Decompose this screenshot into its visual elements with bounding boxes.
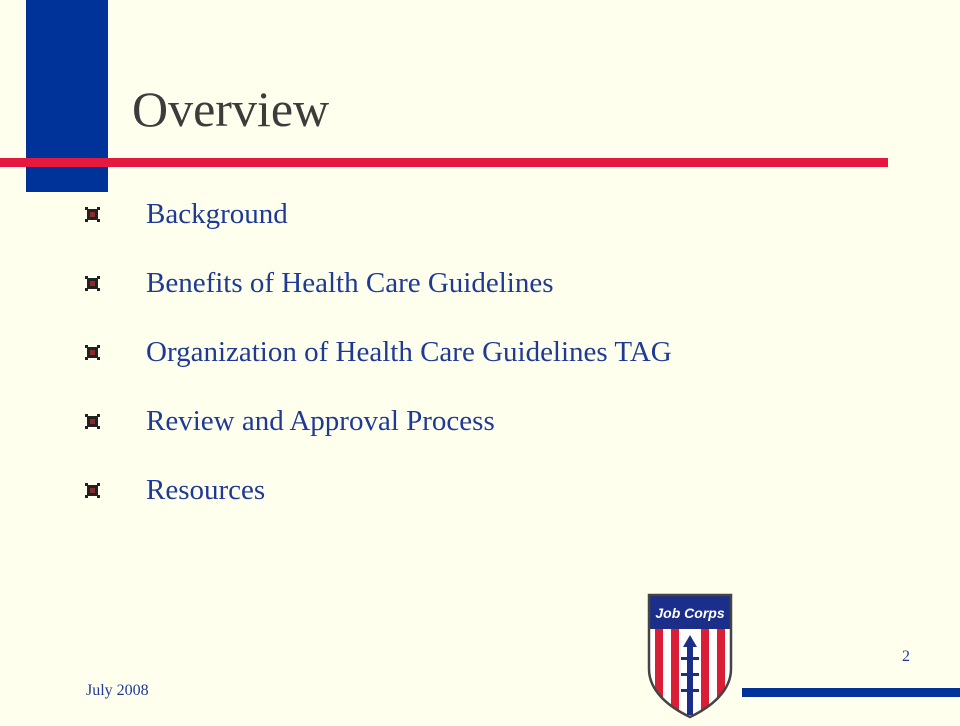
bullet-item <box>84 332 672 372</box>
bullet-text: Organization of Health Care Guidelines TAG <box>146 335 672 368</box>
bullet-text: Background <box>146 197 288 230</box>
footer-date: July 2008 <box>86 682 149 699</box>
square-bullet-icon <box>84 275 101 292</box>
logo-wordmark: Job Corps <box>655 605 725 621</box>
bullet-text: Benefits of Health Care Guidelines <box>146 266 554 299</box>
bullet-item <box>84 263 554 303</box>
bullet-item <box>84 401 495 441</box>
bullet-item <box>84 194 288 234</box>
bullet-item <box>84 470 265 510</box>
square-bullet-icon <box>84 413 101 430</box>
title-divider-rule <box>0 158 888 167</box>
square-bullet-icon <box>84 344 101 361</box>
job-corps-shield-logo <box>645 591 735 721</box>
bullet-text: Resources <box>146 473 266 506</box>
square-bullet-icon <box>84 206 101 223</box>
bullet-text: Review and Approval Process <box>146 404 495 437</box>
footer-accent-bar <box>742 688 960 697</box>
slide-title: Overview <box>132 81 330 137</box>
square-bullet-icon <box>84 482 101 499</box>
page-number: 2 <box>902 648 910 665</box>
